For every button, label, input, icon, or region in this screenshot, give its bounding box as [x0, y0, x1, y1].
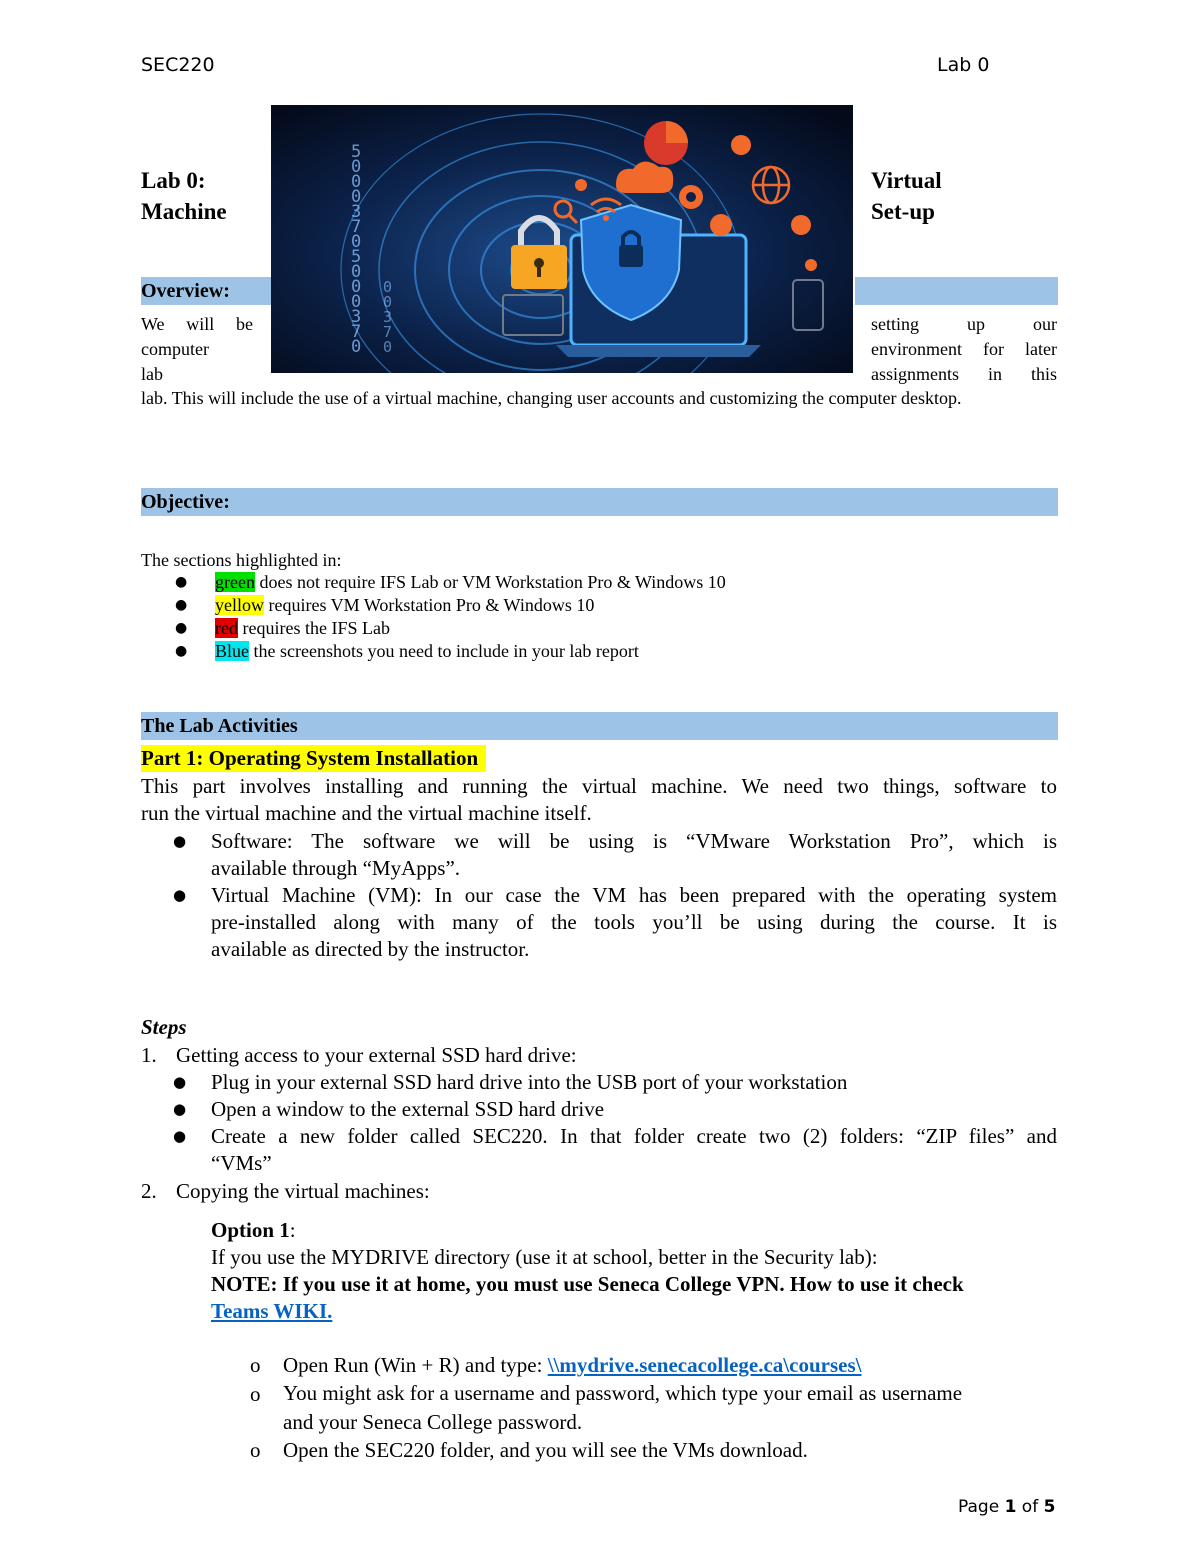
title-machine: Machine	[141, 199, 227, 224]
option1-desc: If you use the MYDRIVE directory (use it at school, better in the Security lab):	[211, 1245, 878, 1269]
banner-digit: 3	[351, 307, 362, 327]
option1-note: NOTE: If you use it at home, you must use Seneca College VPN. How to use it check	[211, 1272, 964, 1296]
overview-row1-right: setting up our	[871, 314, 1057, 334]
banner-digit: 5	[351, 142, 362, 162]
overview-row3-left: lab	[141, 364, 163, 384]
option1-colon: :	[289, 1218, 296, 1242]
cybersecurity-banner-image	[271, 105, 853, 373]
banner-digit: 0	[351, 262, 362, 282]
bullet-software-line2: available through “MyApps”.	[211, 856, 461, 880]
sub-item-open-folder: Open the SEC220 folder, and you will see the VMs download.	[283, 1438, 808, 1462]
banner-digit: 0	[383, 278, 393, 296]
list-item: ● red requires the IFS Lab	[175, 618, 390, 638]
objective-item-text: requires the IFS Lab	[237, 618, 390, 638]
highlight-green: green	[215, 572, 255, 592]
banner-digit: 0	[351, 277, 362, 297]
objective-item-text: the screenshots you need to include in your lab report	[249, 641, 639, 661]
step1-item3-line1: Create a new folder called SEC220. In that folder create two (2) folders: “ZIP files” and	[211, 1124, 1057, 1148]
list-item: ● Blue the screenshots you need to include in your lab report	[175, 641, 639, 661]
overview-row1-left: We will be	[141, 314, 253, 334]
objective-item-text: requires VM Workstation Pro & Windows 10	[264, 595, 595, 615]
sub-item-credentials-line1: You might ask for a username and password, which type your email as username	[283, 1381, 963, 1405]
objective-intro: The sections highlighted in:	[141, 550, 342, 570]
bullet-vm-line1: Virtual Machine (VM): In our case the VM has been prepared with the operating system	[211, 883, 1057, 907]
banner-digit: 5	[351, 247, 362, 267]
banner-digit: 0	[351, 337, 362, 357]
step1-item3-line2: “VMs”	[211, 1151, 272, 1175]
banner-digit: 7	[351, 217, 362, 237]
header-lab: Lab 0	[937, 54, 990, 76]
objective-item-text: does not require IFS Lab or VM Workstation Pro & Windows 10	[254, 572, 726, 592]
list-item: ● yellow requires VM Workstation Pro & Windows 10	[175, 595, 595, 615]
mydrive-path-link[interactable]: \\mydrive.senecacollege.ca\courses\	[547, 1353, 862, 1377]
teams-wiki-link[interactable]: Teams WIKI.	[211, 1299, 333, 1323]
page-total: 5	[1043, 1497, 1056, 1517]
banner-digit: 0	[351, 157, 362, 177]
step1-number: 1.	[141, 1043, 157, 1067]
step1-text: Getting access to your external SSD hard drive:	[176, 1043, 577, 1067]
list-item: ● green does not require IFS Lab or VM Workstation Pro & Windows 10	[175, 572, 726, 592]
banner-digit: 0	[351, 292, 362, 312]
lab-activities-heading: The Lab Activities	[141, 715, 298, 737]
overview-heading-bar	[141, 277, 271, 305]
steps-heading: Steps	[141, 1015, 187, 1039]
bullet-vm-line3: available as directed by the instructor.	[211, 937, 530, 961]
step1-item: Open a window to the external SSD hard drive	[211, 1097, 605, 1121]
overview-row2-left: computer	[141, 339, 209, 359]
banner-digit: 0	[351, 172, 362, 192]
lab-activities-heading-bar	[141, 712, 1058, 740]
option1-block	[211, 1217, 1057, 1325]
highlight-blue: Blue	[215, 641, 249, 661]
option1-sublist: o Open Run (Win + R) and type: \\mydrive.senecacollege.ca\courses\ o You might ask for a username and password, which type your email as username and your Seneca College password. o Open the SEC220 folder, and you will see the VMs download.	[283, 1352, 1057, 1464]
overview-body: lab. This will include the use of a virtual machine, changing user accounts and customizing the computer desktop.	[141, 388, 962, 408]
sub-item-credentials-line2: and your Seneca College password.	[283, 1410, 583, 1434]
part1-intro-line1: This part involves installing and running the virtual machine. We need two things, software to	[141, 774, 1057, 798]
overview-row3-right: assignments in this	[871, 364, 1057, 384]
banner-digit: 0	[383, 338, 393, 356]
objective-heading-bar	[141, 488, 1058, 516]
step1-item: Plug in your external SSD hard drive into the USB port of your workstation	[211, 1070, 848, 1094]
page-number: 1	[1004, 1497, 1017, 1517]
overview-heading-bar-right	[855, 277, 1058, 305]
title-lab-number: Lab 0:	[141, 168, 206, 193]
part1-heading: Part 1: Operating System Installation	[141, 745, 486, 772]
banner-digit: 7	[351, 322, 362, 342]
title-virtual: Virtual	[871, 168, 942, 193]
overview-row2-right: environment for later	[871, 339, 1057, 359]
step2-text: Copying the virtual machines:	[176, 1179, 430, 1203]
highlight-yellow: yellow	[215, 595, 264, 615]
part1-intro-line2: run the virtual machine and the virtual machine itself.	[141, 801, 592, 825]
option1-label: Option 1	[211, 1218, 290, 1242]
banner-digit: 0	[351, 232, 362, 252]
step1-list: ● Plug in your external SSD hard drive into the USB port of your workstation ● Open a window to the external SSD hard drive ● Create a new folder called SEC220. In that folder create two (2) folders: “ZIP files” and “VMs”	[173, 1070, 1057, 1175]
header-course: SEC220	[141, 54, 215, 76]
objective-list	[141, 571, 726, 663]
banner-digit: 0	[383, 293, 393, 311]
page-footer: Page 1 of 5	[958, 1497, 1056, 1517]
highlight-red: red	[215, 618, 238, 638]
banner-digit: 3	[383, 308, 393, 326]
objective-heading: Objective:	[141, 491, 230, 513]
step2-number: 2.	[141, 1179, 157, 1203]
overview-heading: Overview:	[141, 280, 230, 302]
banner-digit: 3	[351, 202, 362, 222]
banner-digit: 7	[383, 323, 393, 341]
banner-digit: 0	[351, 187, 362, 207]
bullet-vm-line2: pre-installed along with many of the tools you’ll be using during the course. It is	[211, 910, 1057, 934]
part1-bullets: ● Software: The software we will be using is “VMware Workstation Pro”, which is available through “MyApps”. ● Virtual Machine (VM): In our case the VM has been prepared with the operating system pre-installed along with many of the tools you’ll be using during the course. It is available as directed by the instructor.	[173, 829, 1057, 961]
gear-icon	[679, 185, 703, 209]
sub-item-run: Open Run (Win + R) and type: \\mydrive.senecacollege.ca\courses\	[283, 1353, 862, 1377]
bullet-software-line1: Software: The software we will be using is “VMware Workstation Pro”, which is	[211, 829, 1057, 853]
title-setup: Set-up	[871, 199, 935, 224]
